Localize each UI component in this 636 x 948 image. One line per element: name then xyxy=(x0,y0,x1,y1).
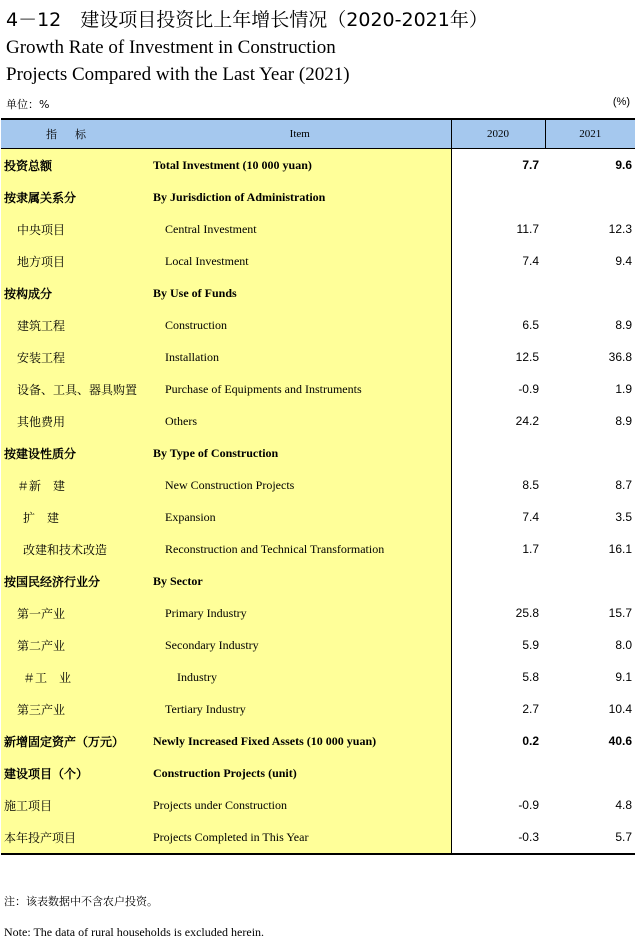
table-row xyxy=(1,245,635,277)
table-header-row xyxy=(1,119,635,149)
row-label-cn: 中央项目 xyxy=(1,213,149,245)
row-label-en: Tertiary Industry xyxy=(149,693,451,725)
row-value-2020: 12.5 xyxy=(451,341,545,373)
row-value-2021: 5.7 xyxy=(545,821,635,854)
row-label-cn: 投资总额 xyxy=(1,149,149,182)
row-label-en: Newly Increased Fixed Assets (10 000 yuan) xyxy=(149,725,451,757)
row-value-2020: 1.7 xyxy=(451,533,545,565)
row-value-2021: 3.5 xyxy=(615,510,632,524)
row-value-2021: 8.9 xyxy=(615,414,632,428)
row-value-2021: 40.6 xyxy=(608,734,632,748)
row-label-cn: 安装工程 xyxy=(1,341,149,373)
row-value-2020: 7.4 xyxy=(451,245,545,277)
row-value-2021: 8.9 xyxy=(615,318,632,332)
row-label-cn: 按构成分 xyxy=(1,277,149,309)
row-label-en: Others xyxy=(149,405,451,437)
row-value-2021: 10.4 xyxy=(608,702,632,716)
row-value-2021: 8.7 xyxy=(615,478,632,492)
table-row xyxy=(1,693,635,725)
row-value-2021 xyxy=(545,181,635,213)
row-label-cn: 设备、工具、器具购置 xyxy=(1,373,149,405)
row-label-en: Secondary Industry xyxy=(149,629,451,661)
table-row xyxy=(1,437,635,469)
row-value-2021: 8.0 xyxy=(615,638,632,652)
row-label-cn: ＃工 业 xyxy=(1,661,149,693)
row-value-2020: 25.8 xyxy=(451,597,545,629)
header-item: Item xyxy=(149,119,451,149)
row-label-en: By Sector xyxy=(149,565,451,597)
row-value-2020 xyxy=(451,565,545,597)
row-label-cn: 按隶属关系分 xyxy=(1,181,149,213)
table-row xyxy=(1,789,635,821)
row-label-en: Local Investment xyxy=(149,245,451,277)
row-label-cn: 改建和技术改造 xyxy=(1,533,149,565)
row-label-cn: 施工项目 xyxy=(1,789,149,821)
table-row xyxy=(1,597,635,629)
row-label-cn: 按建设性质分 xyxy=(1,437,149,469)
row-value-2020: -0.3 xyxy=(451,821,545,854)
row-label-en: By Type of Construction xyxy=(149,437,451,469)
page-title-english-line2: Projects Compared with the Last Year (2021) xyxy=(6,64,350,85)
row-value-2020: 5.9 xyxy=(451,629,545,661)
row-label-en: Construction Projects (unit) xyxy=(149,757,451,789)
row-value-2020 xyxy=(451,277,545,309)
row-value-2021: 1.9 xyxy=(615,382,632,396)
row-label-cn: 建设项目（个） xyxy=(1,757,149,789)
row-label-cn: 建筑工程 xyxy=(1,309,149,341)
row-label-en: Projects Completed in This Year xyxy=(149,821,451,854)
row-value-2021: 4.8 xyxy=(615,798,632,812)
page-title-english-line1: Growth Rate of Investment in Construction xyxy=(6,37,336,58)
header-indicator-cn: 指标 xyxy=(1,119,149,149)
row-value-2020: 11.7 xyxy=(451,213,545,245)
table-row xyxy=(1,341,635,373)
row-label-en: New Construction Projects xyxy=(149,469,451,501)
row-value-2020: -0.9 xyxy=(451,373,545,405)
row-label-en: Expansion xyxy=(149,501,451,533)
table-row xyxy=(1,277,635,309)
page-title-chinese: 4－12 建设项目投资比上年增长情况（2020-2021年） xyxy=(6,9,488,31)
row-value-2021: 9.4 xyxy=(615,254,632,268)
row-value-2020: 0.2 xyxy=(451,725,545,757)
row-value-2021: 9.1 xyxy=(615,670,632,684)
row-label-en: By Use of Funds xyxy=(149,277,451,309)
row-value-2020: 6.5 xyxy=(451,309,545,341)
row-value-2021: 15.7 xyxy=(608,606,632,620)
row-value-2021: 16.1 xyxy=(608,542,632,556)
row-value-2020 xyxy=(451,437,545,469)
row-label-en: Industry xyxy=(149,661,451,693)
table-row xyxy=(1,469,635,501)
row-value-2020: 24.2 xyxy=(451,405,545,437)
row-label-en: Purchase of Equipments and Instruments xyxy=(149,373,451,405)
row-value-2021 xyxy=(545,277,635,309)
row-value-2020: 7.7 xyxy=(451,149,545,182)
table-row xyxy=(1,533,635,565)
row-value-2020: 5.8 xyxy=(451,661,545,693)
row-label-en: Central Investment xyxy=(149,213,451,245)
row-label-cn: 新增固定资产（万元） xyxy=(1,725,149,757)
table-row xyxy=(1,661,635,693)
row-label-cn: 第一产业 xyxy=(1,597,149,629)
row-value-2021: 12.3 xyxy=(608,222,632,236)
table-row xyxy=(1,213,635,245)
table-row xyxy=(1,725,635,757)
table-row xyxy=(1,309,635,341)
row-value-2021 xyxy=(545,565,635,597)
footnote-chinese: 注：该表数据中不含农户投资。 xyxy=(4,895,158,908)
row-value-2020 xyxy=(451,757,545,789)
header-year-2020: 2020 xyxy=(451,119,545,149)
unit-label-chinese: 单位：% xyxy=(6,98,50,111)
table-row xyxy=(1,757,635,789)
row-value-2021 xyxy=(545,437,635,469)
row-label-cn: ＃新 建 xyxy=(1,469,149,501)
unit-label-english: (%) xyxy=(612,96,630,108)
footnote-english: Note: The data of rural households is excluded herein. xyxy=(4,925,265,939)
row-label-cn: 扩 建 xyxy=(1,501,149,533)
row-value-2021: 9.6 xyxy=(615,158,632,172)
row-label-cn: 第三产业 xyxy=(1,693,149,725)
row-value-2020: 7.4 xyxy=(451,501,545,533)
table-row xyxy=(1,821,635,854)
row-label-en: Installation xyxy=(149,341,451,373)
row-label-en: Construction xyxy=(149,309,451,341)
table-row xyxy=(1,629,635,661)
row-value-2020 xyxy=(451,181,545,213)
row-label-cn: 本年投产项目 xyxy=(1,821,149,854)
table-row xyxy=(1,405,635,437)
growth-rate-table xyxy=(1,118,635,855)
row-label-en: Projects under Construction xyxy=(149,789,451,821)
header-year-2021: 2021 xyxy=(545,119,635,149)
row-value-2020: -0.9 xyxy=(451,789,545,821)
table-row xyxy=(1,181,635,213)
row-label-cn: 第二产业 xyxy=(1,629,149,661)
table-row xyxy=(1,149,635,182)
row-value-2020: 8.5 xyxy=(451,469,545,501)
row-label-en: Primary Industry xyxy=(149,597,451,629)
row-label-cn: 其他费用 xyxy=(1,405,149,437)
row-label-en: Total Investment (10 000 yuan) xyxy=(149,149,451,182)
table-row xyxy=(1,501,635,533)
row-label-en: Reconstruction and Technical Transformation xyxy=(149,533,451,565)
table-row xyxy=(1,565,635,597)
row-label-en: By Jurisdiction of Administration xyxy=(149,181,451,213)
row-label-cn: 按国民经济行业分 xyxy=(1,565,149,597)
row-value-2021: 36.8 xyxy=(608,350,632,364)
row-value-2021 xyxy=(545,757,635,789)
row-label-cn: 地方项目 xyxy=(1,245,149,277)
row-value-2020: 2.7 xyxy=(451,693,545,725)
table-row xyxy=(1,373,635,405)
